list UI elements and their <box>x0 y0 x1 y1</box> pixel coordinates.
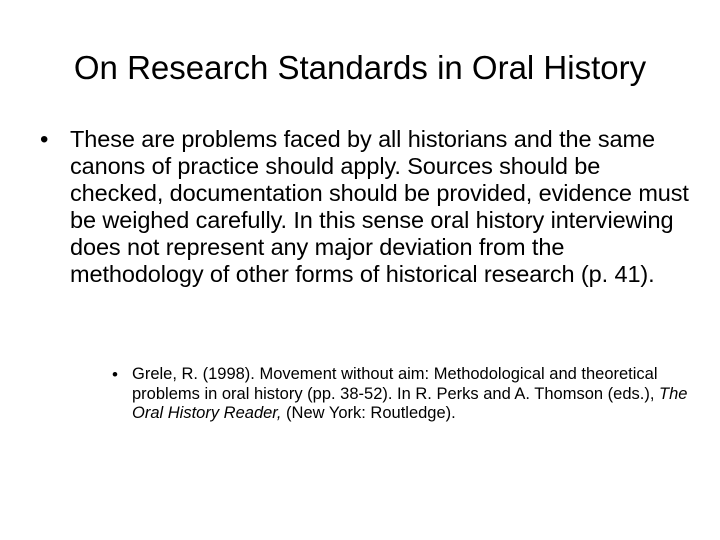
main-bullet-text: These are problems faced by all historians and the same canons of practice should apply. Sources should be checked, documentation should be provided, evidence must be weighed carefully. In this sense oral history interviewing does not represent any major deviation from the methodology of other forms of historical research (p. 41). <box>70 126 689 287</box>
bullet-marker: • <box>40 126 49 153</box>
citation-book-title: The Oral History Reader, <box>132 384 688 422</box>
citation-bullet-marker: • <box>112 365 118 384</box>
main-bullet <box>40 126 690 288</box>
slide-title: On Research Standards in Oral History <box>73 49 647 86</box>
citation-text-after: (New York: Routledge). <box>281 404 456 422</box>
citation-bullet <box>112 365 692 424</box>
citation-text-before: Grele, R. (1998). Movement without aim: Methodological and theoretical problems in oral history (pp. 38-52). In R. Perks and A. Thomson (eds.), <box>132 365 660 403</box>
citation-text <box>132 365 692 424</box>
